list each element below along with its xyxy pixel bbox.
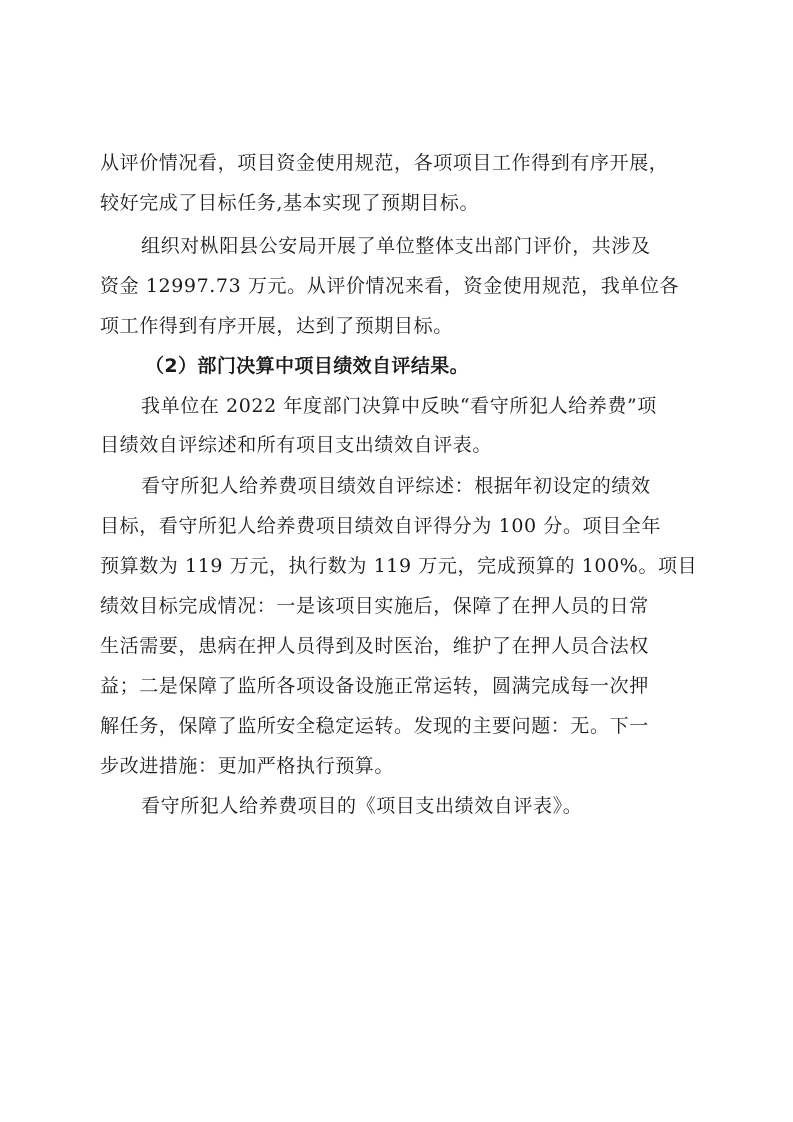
- paragraph-4-line-1: 看守所犯人给养费项目绩效自评综述：根据年初设定的绩效: [141, 475, 651, 497]
- paragraph-5-line-1: 看守所犯人给养费项目的《项目支出绩效自评表》。: [141, 795, 583, 817]
- paragraph-3-line-2: 目绩效自评综述和所有项目支出绩效自评表。: [100, 434, 493, 456]
- paragraph-4-line-6: 益；二是保障了监所各项设备设施正常运转，圆满完成每一次押: [100, 675, 649, 697]
- paragraph-2-line-3: 项工作得到有序开展，达到了预期目标。: [100, 315, 453, 337]
- paragraph-2-line-2: 资金 12997.73 万元。从评价情况来看，资金使用规范，我单位各: [100, 275, 680, 297]
- paragraph-4-line-7: 解任务，保障了监所安全稳定运转。发现的主要问题：无。下一: [100, 715, 649, 737]
- paragraph-2-line-1: 组织对枞阳县公安局开展了单位整体支出部门评价，共涉及: [141, 235, 651, 257]
- paragraph-3-line-1: 我单位在 2022 年度部门决算中反映“看守所犯人给养费”项: [141, 395, 657, 417]
- section-heading: （2）部门决算中项目绩效自评结果。: [145, 355, 470, 377]
- paragraph-4-line-3: 预算数为 119 万元，执行数为 119 万元，完成预算的 100%。项目: [100, 555, 698, 577]
- paragraph-1-line-1: 从评价情况看，项目资金使用规范，各项项目工作得到有序开展，: [100, 152, 669, 174]
- paragraph-4-line-2: 目标，看守所犯人给养费项目绩效自评得分为 100 分。项目全年: [100, 515, 661, 537]
- paragraph-4-line-8: 步改进措施：更加严格执行预算。: [100, 755, 395, 777]
- paragraph-4-line-4: 绩效目标完成情况：一是该项目实施后，保障了在押人员的日常: [100, 595, 649, 617]
- paragraph-4-line-5: 生活需要，患病在押人员得到及时医治，维护了在押人员合法权: [100, 635, 649, 657]
- paragraph-1-line-2: 较好完成了目标任务,基本实现了预期目标。: [100, 192, 480, 214]
